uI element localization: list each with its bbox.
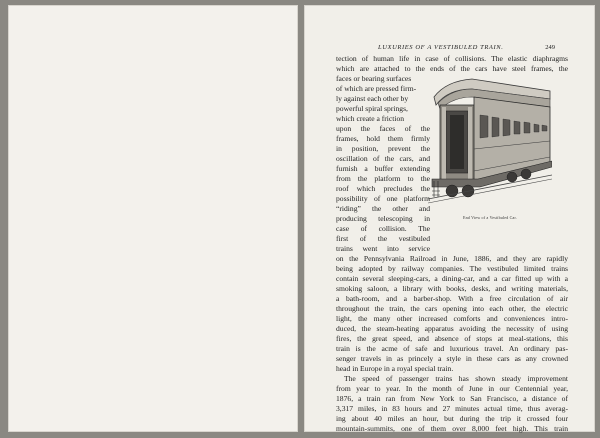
- text-line: light, the many other increased comforts and conveniences intro-: [336, 314, 568, 323]
- text-line: duced, the steam-heating apparatus avoiding the necessity of using: [336, 324, 568, 333]
- text-line: upon the faces of the: [336, 124, 430, 133]
- text-line: oscillation of the cars, and: [336, 154, 430, 163]
- text-line: throughout the train, the cars opening into each other, the electric: [336, 304, 568, 313]
- text-line: head in Europe in a royal special train.: [336, 364, 454, 373]
- text-line: 1876, a train ran from New York to San Francisco, a distance of: [336, 394, 568, 403]
- text-line: ing about 40 miles an hour, but during the trip it crossed four: [336, 414, 568, 423]
- text-line: 3,317 miles, in 83 hours and 27 minutes actual time, thus averag-: [336, 404, 568, 413]
- text-line: contain several sleeping-cars, a dining-car, and a car fitted up with a: [336, 274, 568, 283]
- text-line: from year to year. In the month of June in our Centennial year,: [336, 384, 568, 393]
- page-header: [304, 44, 595, 54]
- text-line: which are attached to the ends of the cars have steel frames, the: [336, 64, 568, 73]
- text-line: ly against each other by: [336, 94, 409, 103]
- text-line: producing telescoping in: [336, 214, 430, 223]
- blank-left-page: [8, 5, 298, 432]
- text-line: from the platform to the: [336, 174, 430, 183]
- running-head: LUXURIES OF A VESTIBULED TRAIN.: [378, 44, 504, 51]
- text-line: first of the vestibuled: [336, 234, 430, 243]
- text-line: frames, hold them firmly: [336, 134, 430, 143]
- page-number: 249: [545, 44, 555, 51]
- text-line: faces or bearing surfaces: [336, 74, 412, 83]
- text-line: of which are pressed firm-: [336, 84, 417, 93]
- text-line: case of collision. The: [336, 224, 430, 233]
- text-line: powerful spiral springs,: [336, 104, 408, 113]
- text-line: tection of human life in case of collisions. The elastic diaphragms: [336, 54, 568, 63]
- railway-car-engraving: [428, 75, 552, 211]
- text-line: which create a friction: [336, 114, 405, 123]
- text-page: [304, 5, 595, 432]
- text-line: smoking saloon, a library with books, desks, and writing materials,: [336, 284, 568, 293]
- text-line: roof which precludes the: [336, 184, 430, 193]
- text-line: fires, the great speed, and absence of stops at meal-stations, this: [336, 334, 568, 343]
- text-line: trains went into service: [336, 244, 430, 253]
- text-line: in position, prevent the: [336, 144, 430, 153]
- text-line: furnish a buffer extending: [336, 164, 430, 173]
- text-line: possibility of one platform: [336, 194, 430, 203]
- text-line: being adopted by railway companies. The vestibuled limited trains: [336, 264, 568, 273]
- text-line: mountain-summits, one of them over 8,000 feet high. This train: [336, 424, 568, 433]
- text-line: “riding” the other and: [336, 204, 430, 213]
- vestibuled-car-illustration: [428, 75, 552, 220]
- figure-caption: End View of a Vestibuled Car.: [462, 215, 518, 220]
- text-line: on the Pennsylvania Railroad in June, 1886, and they are rapidly: [336, 254, 568, 263]
- text-line: senger travels in as princely a style in these cars as any crowned: [336, 354, 568, 363]
- text-line: The speed of passenger trains has shown steady improvement: [344, 374, 568, 383]
- text-line: a bath-room, and a barber-shop. With a free circulation of air: [336, 294, 568, 303]
- text-line: train is the acme of safe and luxurious travel. An ordinary pas-: [336, 344, 568, 353]
